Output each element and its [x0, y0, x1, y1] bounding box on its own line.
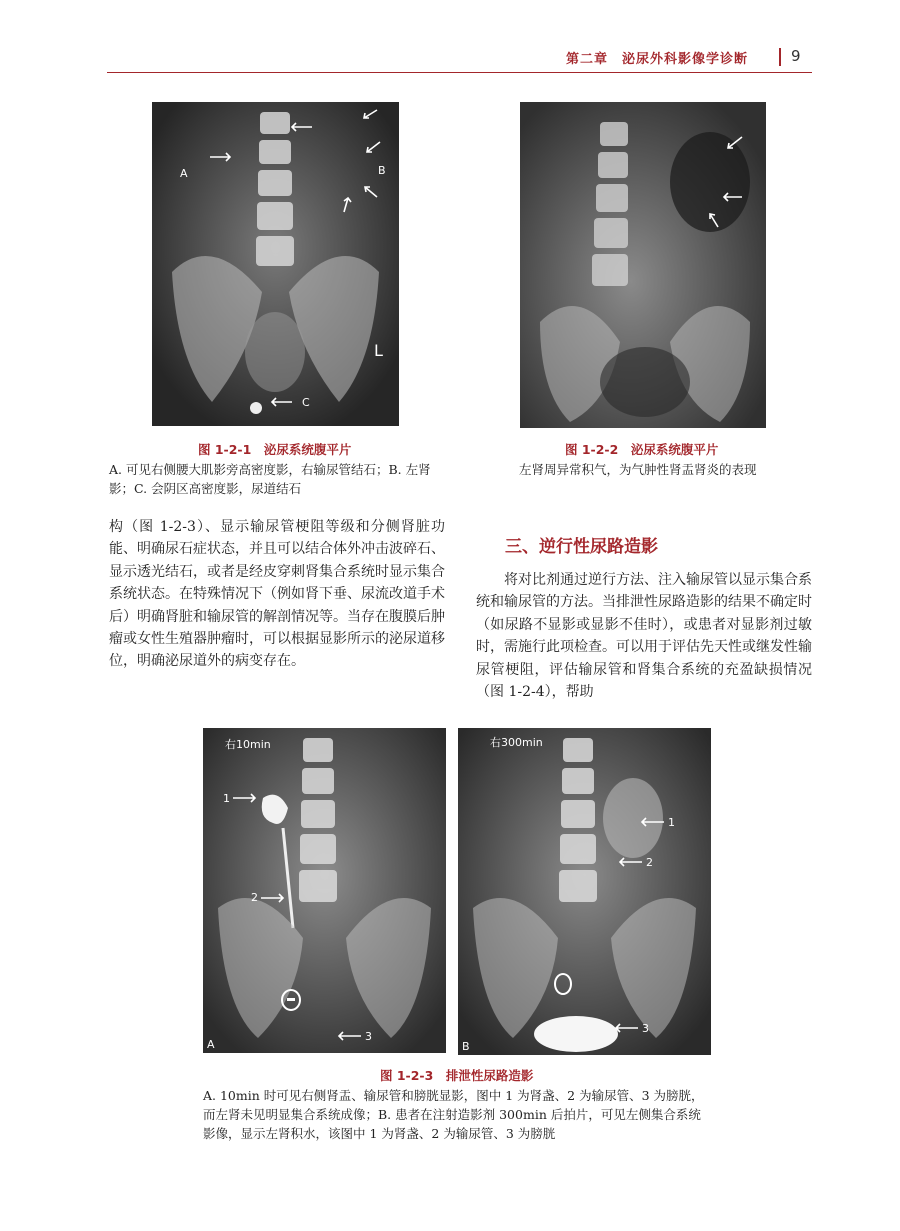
page-number: 9	[791, 47, 801, 65]
left-column-paragraph: 构（图 1-2-3）、显示输尿管梗阻等级和分侧肾脏功能、明确尿石症状态，并且可以结合体外冲击波碎石、显示透光结石，或者是经皮穿刺肾集合系统时显示集合系统状态。在特殊情况下（例如肾下垂、尿流改道手术后）明确肾脏和输尿管的解剖情况等。当存在腹膜后肿瘤或女性生殖器肿瘤时，可以根据显影所示的泌尿道移位，明确泌尿道外的病变存在。	[109, 519, 445, 670]
figure-1-2-3-caption: A. 10min 时可见右侧肾盂、输尿管和膀胱显影，图中 1 为肾盏、2 为输尿管、3 为膀胱，而左肾未见明显集合系统成像；B. 患者在注射造影剂 300min 后拍片，可见左侧集合系统影像，显示左肾积水，该图中 1 为肾盏、2 为输尿管、3 为膀胱	[203, 1088, 704, 1141]
label-a: A	[180, 167, 188, 180]
label-b: B	[378, 164, 386, 177]
label-c: C	[302, 396, 310, 409]
panel-b-letter: B	[462, 1040, 470, 1053]
figure-1-2-3-panel-b	[458, 728, 711, 1055]
figure-1-2-1-image	[152, 102, 399, 426]
figure-1-2-3-title: 图 1-2-3 排泄性尿路造影	[380, 1068, 534, 1083]
section-paragraph: 将对比剂通过逆行方法、注入输尿管以显示集合系统和输尿管的方法。当排泄性尿路造影的结果不确定时（如尿路不显影或显影不佳时），或患者对显影剂过敏时，需施行此项检查。可以用于评估先天性或继发性输尿管梗阻，评估输尿管和肾集合系统的充盈缺损情况（图 1-2-4），帮助	[476, 572, 812, 701]
figure-1-2-3-panel-a	[203, 728, 446, 1053]
panel-b-num-2: 2	[646, 856, 653, 869]
chapter-title: 第二章 泌尿外科影像学诊断	[566, 52, 749, 67]
figure-1-2-2-caption: 左肾周异常积气，为气肿性肾盂肾炎的表现	[519, 462, 757, 477]
panel-a-num-1: 1	[223, 792, 230, 805]
panel-a-letter: A	[207, 1038, 215, 1051]
panel-a-num-3: 3	[365, 1030, 372, 1043]
figure-1-2-2-image	[520, 102, 766, 428]
label-side: L	[374, 341, 383, 360]
panel-a-num-2: 2	[251, 891, 258, 904]
figure-1-2-1-caption: A. 可见右侧腰大肌影旁高密度影，右输尿管结石；B. 左肾影；C. 会阴区高密度影，尿道结石	[109, 462, 431, 496]
panel-b-tag: 右300min	[490, 736, 543, 749]
figure-1-2-1-title: 图 1-2-1 泌尿系统腹平片	[198, 442, 352, 457]
header-divider	[779, 48, 781, 66]
panel-a-tag: 右10min	[225, 738, 271, 751]
section-heading: 三、逆行性尿路造影	[505, 537, 658, 557]
header-rule	[107, 72, 812, 73]
figure-1-2-2-title: 图 1-2-2 泌尿系统腹平片	[565, 442, 719, 457]
panel-b-num-3: 3	[642, 1022, 649, 1035]
panel-b-num-1: 1	[668, 816, 675, 829]
